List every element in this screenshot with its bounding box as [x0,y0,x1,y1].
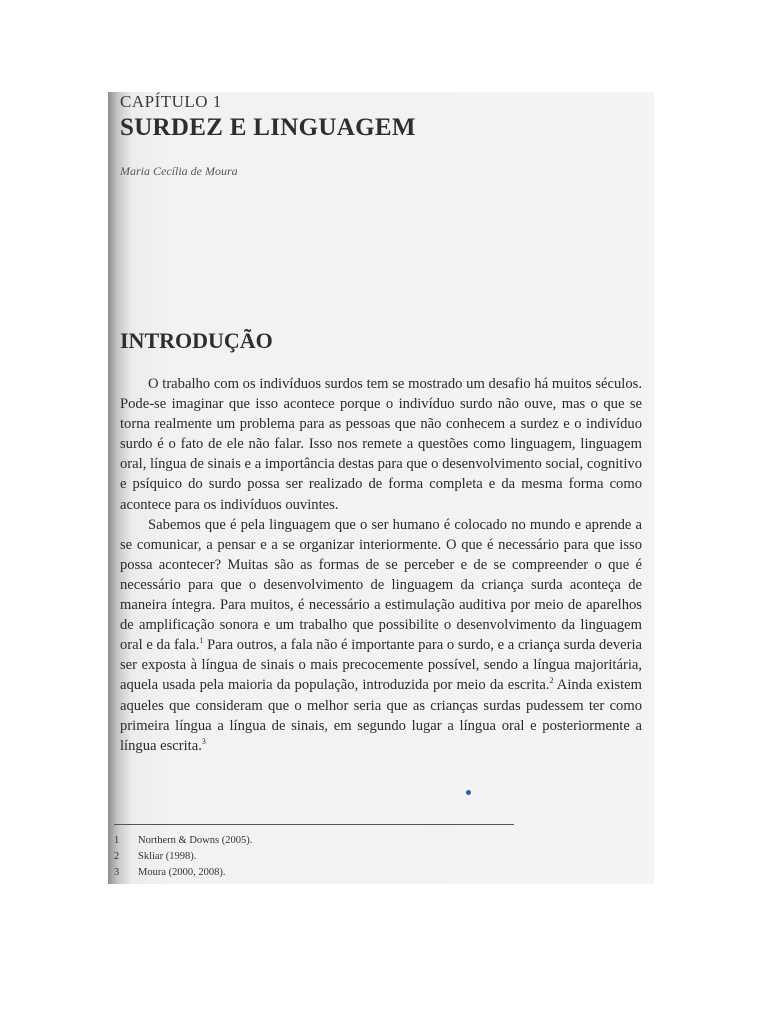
footnote-ref-1: 1 [199,636,204,646]
paragraph-2-part-2: Para outros, a fala não é importante para o surdo, e a criança surda deveria ser exposta à língua de sinais o mais precocemente possível, sendo a língua majoritária, aquela usada pela maioria da população, introduzida por meio da escrita. [120,637,642,694]
author-name: Maria Cecília de Moura [120,164,238,178]
paragraph-2 [120,515,642,756]
chapter-title: SURDEZ E LINGUAGEM [120,114,416,141]
footnote-text: Northern & Downs (2005). [138,835,253,846]
footnote-2 [114,849,514,865]
footnote-3 [114,865,514,881]
footnote-text: Moura (2000, 2008). [138,867,226,878]
paragraph-1: O trabalho com os indivíduos surdos tem se mostrado um desafio há muitos séculos. Pode-se imaginar que isso acontece porque o indivíduo surdo não ouve, mas o que se torna realmente um problema para as pessoas que não conhecem a surdez e o indivíduo surdo é o fato de ele não falar. Isso nos remete a questões como linguagem, linguagem oral, língua de sinais e a importância destas para que o desenvolvimento social, cognitivo e psíquico do surdo possa ser realizado de forma completa e da mesma forma como acontece para os indivíduos ouvintes. [120,376,642,513]
footnote-number: 1 [114,835,120,846]
scanned-page [108,92,654,884]
footnote-ref-3: 3 [201,736,206,746]
footnote-text: Skliar (1998). [138,851,197,862]
paragraph-2-part-1: Sabemos que é pela linguagem que o ser humano é colocado no mundo e aprende a se comunicar, a pensar e a se organizar interiormente. O que é necessário para que isso possa acontecer? Muitas são as formas de se perceber e de se compreender o que é necessário para que o desenvolvimento de linguagem da criança surda aconteça de maneira íntegra. Para muitos, é necessário a estimulação auditiva por meio de aparelhos de amplificação sonora e um trabalho que possibilite o desenvolvimento da linguagem oral e da fala. [120,516,642,654]
footnote-number: 3 [114,867,120,878]
chapter-label: CAPÍTULO 1 [120,92,222,111]
paragraph-2-part-3: Ainda existem aqueles que consideram que o melhor seria que as crianças surdas pudessem ter como primeira língua a língua de sinais, em segundo lugar a língua oral e posteriormente a língua escrita. [120,677,642,754]
footnote-ref-2: 2 [549,676,554,686]
footnote-1 [114,833,514,849]
footnote-number: 2 [114,851,120,862]
blue-dot-mark [466,790,471,795]
body-text [120,374,642,756]
footnotes [114,824,514,881]
section-heading: INTRODUÇÃO [120,328,273,353]
